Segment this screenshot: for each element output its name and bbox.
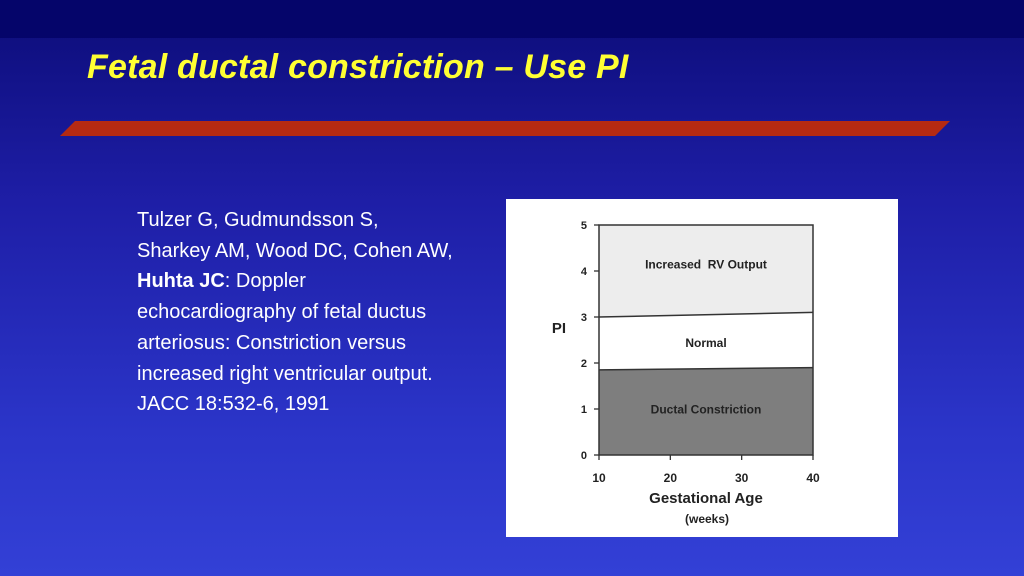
y-tick-label-5: 5 [580,220,587,232]
slide-title: Fetal ductal constriction – Use PI [87,48,629,86]
figure-panel [506,199,898,537]
y-tick-label-0: 0 [580,450,587,462]
y-tick-label-1: 1 [580,404,587,416]
pi-chart [506,199,898,537]
x-tick-label-30: 30 [734,471,749,485]
citation-authors: Tulzer G, Gudmundsson S, Sharkey AM, Wood DC, Cohen AW, [137,209,453,262]
region-label-ductal-constriction: Ductal Constriction [650,402,762,417]
x-tick-label-40: 40 [806,471,820,485]
citation-highlighted-author: Huhta JC [137,270,225,293]
top-band [0,0,1024,38]
x-tick-label-20: 20 [663,471,678,485]
region-label-increased-rv-output: Increased RV Output [645,257,767,272]
y-tick-label-4: 4 [580,266,587,278]
x-axis-sublabel: (weeks) [684,512,730,526]
y-axis-label: PI [551,320,567,337]
y-tick-label-3: 3 [580,312,587,324]
citation-text [137,205,455,420]
y-tick-label-2: 2 [580,358,587,370]
title-rule [60,121,950,136]
x-tick-label-10: 10 [592,471,606,485]
citation-reference: : Doppler echocardiography of fetal ductus arteriosus: Constriction versus increased right ventricular output. JACC 18:532-6, 1991 [137,270,433,416]
x-axis-label: Gestational Age [649,490,763,507]
region-label-normal: Normal [685,335,727,350]
